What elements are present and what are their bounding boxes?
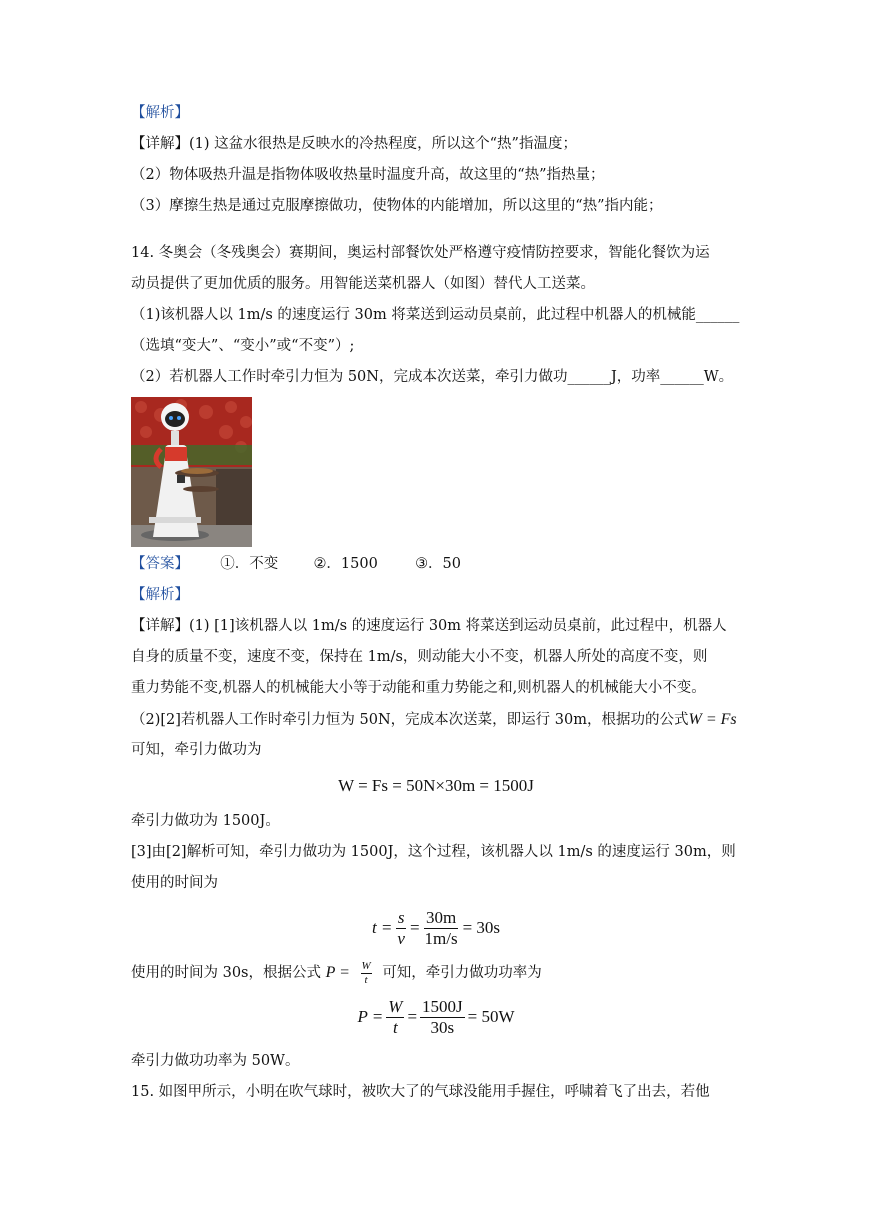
q15-stem-line: 15. 如图甲所示，小明在吹气球时，被吹大了的气球没能用手握住，呼啸着飞了出去，若他: [131, 1084, 710, 1100]
time-fraction-2: $\frac{30m}{1m/s}$: [424, 907, 458, 948]
q14-detail-line-4: （2)[2]若机器人工作时牵引力恒为 50N，完成本次送菜，即运行 30m，根据功的公式W = Fs: [131, 711, 737, 728]
q14-stem-line-1: 14. 冬奥会（冬残奥会）赛期间，奥运村部餐饮处严格遵守疫情防控要求，智能化餐饮为运: [131, 245, 710, 261]
q14-answer-1: ①．不变: [220, 556, 279, 572]
q14-detail-line-5: 可知，牵引力做功为: [131, 742, 262, 758]
q14-time-line-2: 使用的时间为: [131, 875, 218, 891]
robot-illustration: [131, 397, 252, 547]
power-inline-fraction: $\frac{W}{t}$: [361, 959, 371, 986]
q14-stem-line-4: （选填“变大”、“变小”或“不变”）;: [131, 338, 355, 354]
q14-power-line: 使用的时间为 30s，根据公式 P = $\frac{W}{t}$ 可知，牵引力做功功率为: [131, 959, 542, 986]
power-formula: P = $\frac{W}{t}$ = $\frac{1500J}{30s}$ = 50W: [357, 996, 515, 1037]
q13-analysis-heading: 【解析】: [131, 105, 189, 121]
document-page: [131, 98, 741, 1108]
power-fraction-1: $\frac{W}{t}$: [388, 996, 403, 1037]
q14-answer-line: [131, 549, 741, 580]
q13-detail-line-2: （2）物体吸热升温是指物体吸收热量时温度升高，故这里的“热”指热量；: [131, 167, 605, 183]
time-formula: t = $\frac{s}{v}$ = $\frac{30m}{1m/s}$ = 30s: [371, 907, 501, 948]
q14-answer-3: ③．50: [415, 556, 462, 572]
q14-detail-line-1: 【详解】(1) [1]该机器人以 1m/s 的速度运行 30m 将菜送到运动员桌前，此过程中，机器人: [131, 618, 727, 634]
q14-time-line-1: [3]由[2]解析可知，牵引力做功为 1500J，这个过程，该机器人以 1m/s 的速度运行 30m，则: [131, 844, 736, 860]
q14-answer-2: ②．1500: [313, 556, 378, 572]
q13-detail-line-3: （3）摩擦生热是通过克服摩擦做功，使物体的内能增加，所以这里的“热”指内能；: [131, 198, 663, 214]
q14-detail-line-3: 重力势能不变,机器人的机械能大小等于动能和重力势能之和,则机器人的机械能大小不变。: [131, 680, 706, 696]
robot-photo: [131, 397, 252, 547]
q14-analysis-heading: 【解析】: [131, 587, 189, 603]
q14-stem-line-5: （2）若机器人工作时牵引力恒为 50N，完成本次送菜，牵引力做功______J，功率______W。: [131, 369, 734, 385]
q14-power-result: 牵引力做功功率为 50W。: [131, 1053, 300, 1069]
q14-stem-line-3: （1)该机器人以 1m/s 的速度运行 30m 将菜送到运动员桌前，此过程中机器人的机械能______: [131, 307, 740, 323]
q14-answer-label: 【答案】: [131, 556, 189, 572]
work-formula: W = Fs = 50N×30m = 1500J: [338, 776, 534, 795]
q14-stem-line-2: 动员提供了更加优质的服务。用智能送菜机器人（如图）替代人工送菜。: [131, 276, 595, 292]
q14-work-result: 牵引力做功为 1500J。: [131, 813, 280, 829]
work-formula-inline: W = Fs: [688, 711, 737, 728]
q13-detail-line-1: 【详解】(1) 这盆水很热是反映水的冷热程度，所以这个“热”指温度；: [131, 136, 577, 152]
time-fraction-1: $\frac{s}{v}$: [397, 907, 405, 948]
q14-detail-line-2: 自身的质量不变，速度不变，保持在 1m/s，则动能大小不变，机器人所处的高度不变，则: [131, 649, 708, 665]
power-fraction-2: $\frac{1500J}{30s}$: [422, 996, 463, 1037]
